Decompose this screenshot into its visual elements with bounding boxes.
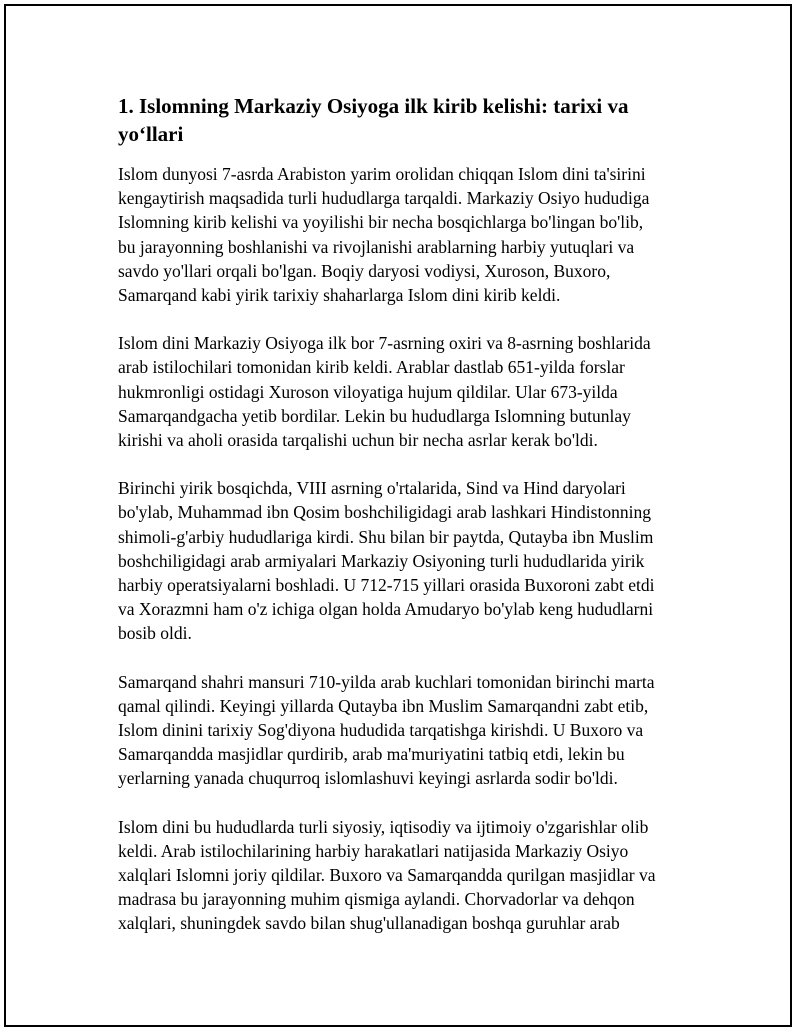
text-line: qamal qilindi. Keyingi yillarda Qutayba ibn Muslim Samarqandni zabt etib, [118,695,649,716]
text-line: bosib oldi. [118,623,192,644]
text-line: Samarqandgacha yetib bordilar. Lekin bu hududlarga Islomning butunlay [118,405,631,426]
text-line: bu jarayonning boshlanishi va rivojlanishi arablarning harbiy yutuqlari va [118,236,635,257]
text-line: keldi. Arab istilochilarining harbiy harakatlari natijasida Markaziy Osiyo [118,840,629,861]
paragraph [118,162,688,307]
text-line: Samarqand shahri mansuri 710-yilda arab kuchlari tomonidan birinchi marta [118,671,655,692]
text-line: savdo yo'llari orqali bo'lgan. Boqiy daryosi vodiysi, Xuroson, Buxoro, [118,260,611,281]
paragraph [118,331,688,452]
text-line: kirishi va aholi orasida tarqalishi uchun bir necha asrlar kerak bo'ldi. [118,430,598,451]
document-body [118,92,688,960]
paragraph [118,476,688,645]
text-line: Birinchi yirik bosqichda, VIII asrning o'rtalarida, Sind va Hind daryolari [118,478,626,499]
heading-line: yo‘llari [118,122,184,146]
text-line: boshchiligidagi arab armiyalari Markaziy Osiyoning turli hududlarida yirik [118,550,645,571]
text-line: Islom dini bu hududlarda turli siyosiy, iqtisodiy va ijtimoiy o'zgarishlar olib [118,816,649,837]
text-line: arab istilochilari tomonidan kirib keldi. Arablar dastlab 651-yilda forslar [118,357,625,378]
text-line: Islom dini Markaziy Osiyoga ilk bor 7-asrning oxiri va 8-asrning boshlarida [118,333,651,354]
paragraph [118,815,688,936]
text-line: yerlarning yanada chuqurroq islomlashuvi keyingi asrlarda sodir bo'ldi. [118,768,618,789]
text-line: va Xorazmni ham o'z ichiga olgan holda Amudaryo bo'ylab keng hududlarni [118,599,654,620]
text-line: bo'ylab, Muhammad ibn Qosim boshchiligidagi arab lashkari Hindistonning [118,502,651,523]
heading-line: 1. Islomning Markaziy Osiyoga ilk kirib kelishi: tarixi va [118,94,629,118]
text-line: xalqlari Islomni joriy qildilar. Buxoro va Samarqandda qurilgan masjidlar va [118,865,656,886]
text-line: madrasa bu jarayonning muhim qismiga aylandi. Chorvadorlar va dehqon [118,889,635,910]
text-line: Islomning kirib kelishi va yoyilishi bir necha bosqichlarga bo'lingan bo'lib, [118,212,644,233]
text-line: Samarqand kabi yirik tarixiy shaharlarga Islom dini kirib keldi. [118,285,561,306]
paragraph [118,670,688,791]
text-line: harbiy operatsiyalarni boshladi. U 712-715 yillari orasida Buxoroni zabt etdi [118,575,655,596]
text-line: kengaytirish maqsadida turli hududlarga tarqaldi. Markaziy Osiyo hududiga [118,188,650,209]
text-line: shimoli-g'arbiy hududlariga kirdi. Shu bilan bir paytda, Qutayba ibn Muslim [118,526,654,547]
text-line: Islom dinini tarixiy Sog'diyona hududida tarqatishga kirishdi. U Buxoro va [118,720,644,741]
text-line: hukmronligi ostidagi Xuroson viloyatiga hujum qildilar. Ular 673-yilda [118,381,618,402]
text-line: Samarqandda masjidlar qurdirib, arab ma'muriyatini tatbiq etdi, lekin bu [118,744,625,765]
text-line: Islom dunyosi 7-asrda Arabiston yarim orolidan chiqqan Islom dini ta'sirini [118,164,646,184]
text-line: xalqlari, shuningdek savdo bilan shug'ullanadigan boshqa guruhlar arab [118,913,620,934]
section-heading [118,92,688,148]
